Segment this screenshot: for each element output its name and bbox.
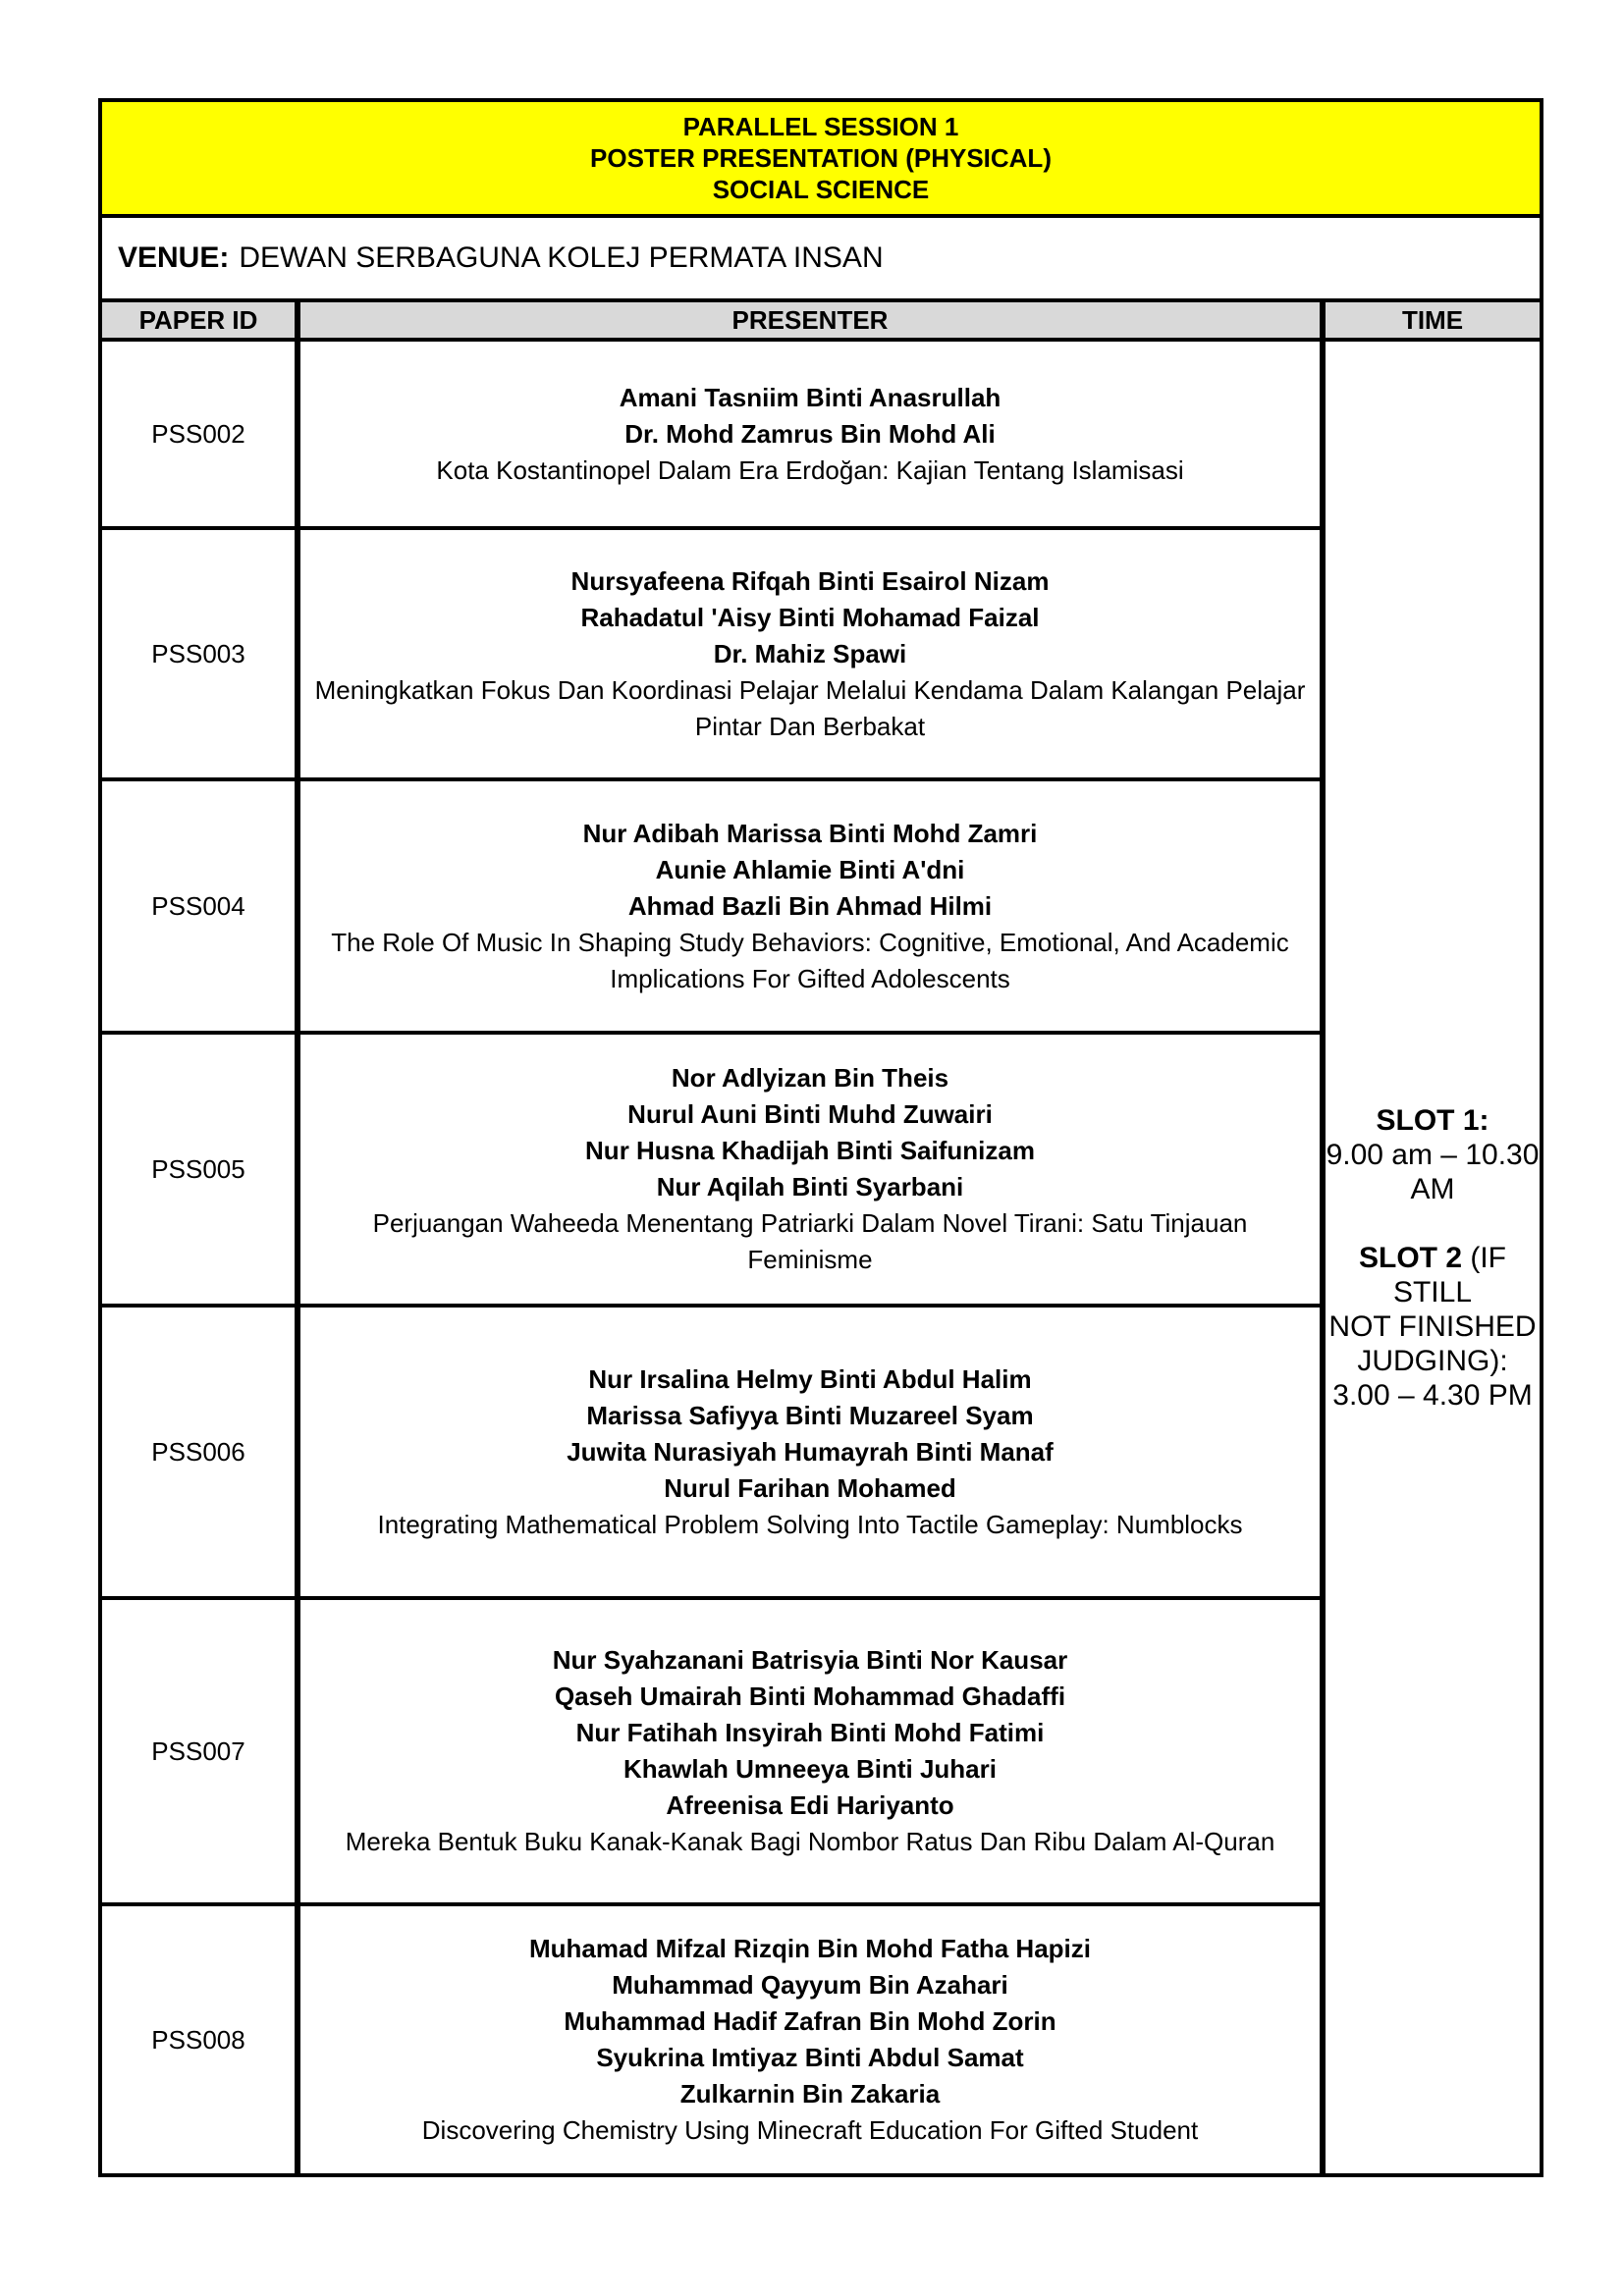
presenter-name: Nur Aqilah Binti Syarbani: [656, 1172, 964, 1201]
paper-id: PSS005: [151, 1153, 245, 1184]
presenter-name: Qaseh Umairah Binti Mohammad Ghadaffi: [554, 1682, 1066, 1711]
paper-id: PSS002: [151, 418, 245, 449]
column-header-presenter: PRESENTER: [300, 302, 1320, 342]
presenter-name: Nursyafeena Rifqah Binti Esairol Nizam: [570, 565, 1050, 596]
presenter-cell: [300, 1600, 1320, 1902]
presenter-name: Ahmad Bazli Bin Ahmad Hilmi: [627, 890, 993, 921]
venue-row: [102, 218, 1540, 302]
presenter-name: Nor Adlyizan Bin Theis: [671, 1063, 949, 1093]
presenter-cell: [300, 1308, 1320, 1596]
session-header: [102, 102, 1540, 218]
paper-id: PSS003: [151, 638, 245, 668]
paper-id: PSS006: [151, 1436, 245, 1467]
header-line-3: SOCIAL SCIENCE: [712, 175, 930, 204]
paper-id: PSS007: [151, 1735, 245, 1766]
slot2-note: (IF STILL: [1392, 1241, 1506, 1308]
presenter-name: Nur Syahzanani Batrisyia Binti Nor Kausar: [552, 1645, 1068, 1675]
schedule-table: [98, 98, 1543, 2177]
column-header-time: TIME: [1326, 302, 1540, 342]
header-line-2: POSTER PRESENTATION (PHYSICAL): [590, 143, 1052, 173]
slot2-label: SLOT 2: [1358, 1241, 1462, 1274]
presenter-cell: [300, 1906, 1320, 2173]
paper-title: Meningkatkan Fokus Dan Koordinasi Pelajar Melalui Kendama Dalam Kalangan Pelajar Pintar Dan Berbakat: [314, 674, 1306, 741]
slot2-time: 3.00 – 4.30 PM: [1332, 1378, 1533, 1412]
slot2-note: NOT FINISHED: [1328, 1309, 1537, 1343]
header-line-1: PARALLEL SESSION 1: [682, 112, 959, 141]
presenter-name: Zulkarnin Bin Zakaria: [679, 2079, 941, 2109]
presenter-name: Aunie Ahlamie Binti A'dni: [655, 854, 965, 884]
paper-title: Discovering Chemistry Using Minecraft Education For Gifted Student: [421, 2115, 1199, 2145]
presenter-name: Muhamad Mifzal Rizqin Bin Mohd Fatha Hapizi: [529, 1934, 1091, 1963]
presenter-name: Muhammad Qayyum Bin Azahari: [612, 1970, 1008, 2000]
slot1-time: 9.00 am – 10.30 AM: [1326, 1138, 1540, 1205]
presenter-name: Dr. Mahiz Spawi: [713, 638, 907, 668]
presenter-name: Amani Tasniim Binti Anasrullah: [619, 382, 1001, 412]
slot1-label: SLOT 1:: [1376, 1103, 1489, 1137]
presenter-cell: [300, 530, 1320, 777]
column-header-paper-id: PAPER ID: [102, 302, 295, 342]
presenter-name: Nurul Farihan Mohamed: [664, 1472, 956, 1503]
presenter-name: Muhammad Hadif Zafran Bin Mohd Zorin: [564, 2006, 1056, 2036]
paper-title: The Role Of Music In Shaping Study Behaviors: Cognitive, Emotional, And Academic Implications For Gifted Adolescents: [331, 927, 1289, 993]
presenter-name: Juwita Nurasiyah Humayrah Binti Manaf: [567, 1436, 1054, 1467]
venue-value: DEWAN SERBAGUNA KOLEJ PERMATA INSAN: [239, 241, 884, 274]
presenter-name: Nurul Auni Binti Muhd Zuwairi: [627, 1099, 993, 1129]
paper-id: PSS004: [151, 890, 245, 921]
presenter-name: Nur Fatihah Insyirah Binti Mohd Fatimi: [575, 1718, 1045, 1747]
presenter-name: Khawlah Umneeya Binti Juhari: [623, 1754, 997, 1784]
venue-label: VENUE:: [118, 241, 230, 274]
presenter-name: Rahadatul 'Aisy Binti Mohamad Faizal: [580, 602, 1040, 632]
paper-id: PSS008: [151, 2024, 245, 2055]
presenter-name: Syukrina Imtiyaz Binti Abdul Samat: [596, 2043, 1024, 2072]
presenter-cell: [300, 781, 1320, 1031]
presenter-name: Afreenisa Edi Hariyanto: [666, 1790, 954, 1820]
presenter-name: Nur Husna Khadijah Binti Saifunizam: [585, 1136, 1035, 1165]
presenter-cell: [300, 342, 1320, 526]
presenter-name: Dr. Mohd Zamrus Bin Mohd Ali: [624, 418, 996, 449]
paper-title: Perjuangan Waheeda Menentang Patriarki Dalam Novel Tirani: Satu Tinjauan Feminisme: [372, 1208, 1248, 1274]
paper-title: Mereka Bentuk Buku Kanak-Kanak Bagi Nombor Ratus Dan Ribu Dalam Al-Quran: [345, 1827, 1275, 1856]
paper-title: Kota Kostantinopel Dalam Era Erdoğan: Kajian Tentang Islamisasi: [436, 454, 1184, 485]
time-cell: [1326, 342, 1540, 2173]
presenter-name: Nur Irsalina Helmy Binti Abdul Halim: [588, 1363, 1032, 1394]
presenter-cell: [300, 1035, 1320, 1304]
slot2-note: JUDGING):: [1357, 1344, 1508, 1377]
presenter-name: Nur Adibah Marissa Binti Mohd Zamri: [582, 818, 1038, 848]
presenter-name: Marissa Safiyya Binti Muzareel Syam: [586, 1400, 1034, 1430]
paper-title: Integrating Mathematical Problem Solving Into Tactile Gameplay: Numblocks: [377, 1509, 1243, 1539]
